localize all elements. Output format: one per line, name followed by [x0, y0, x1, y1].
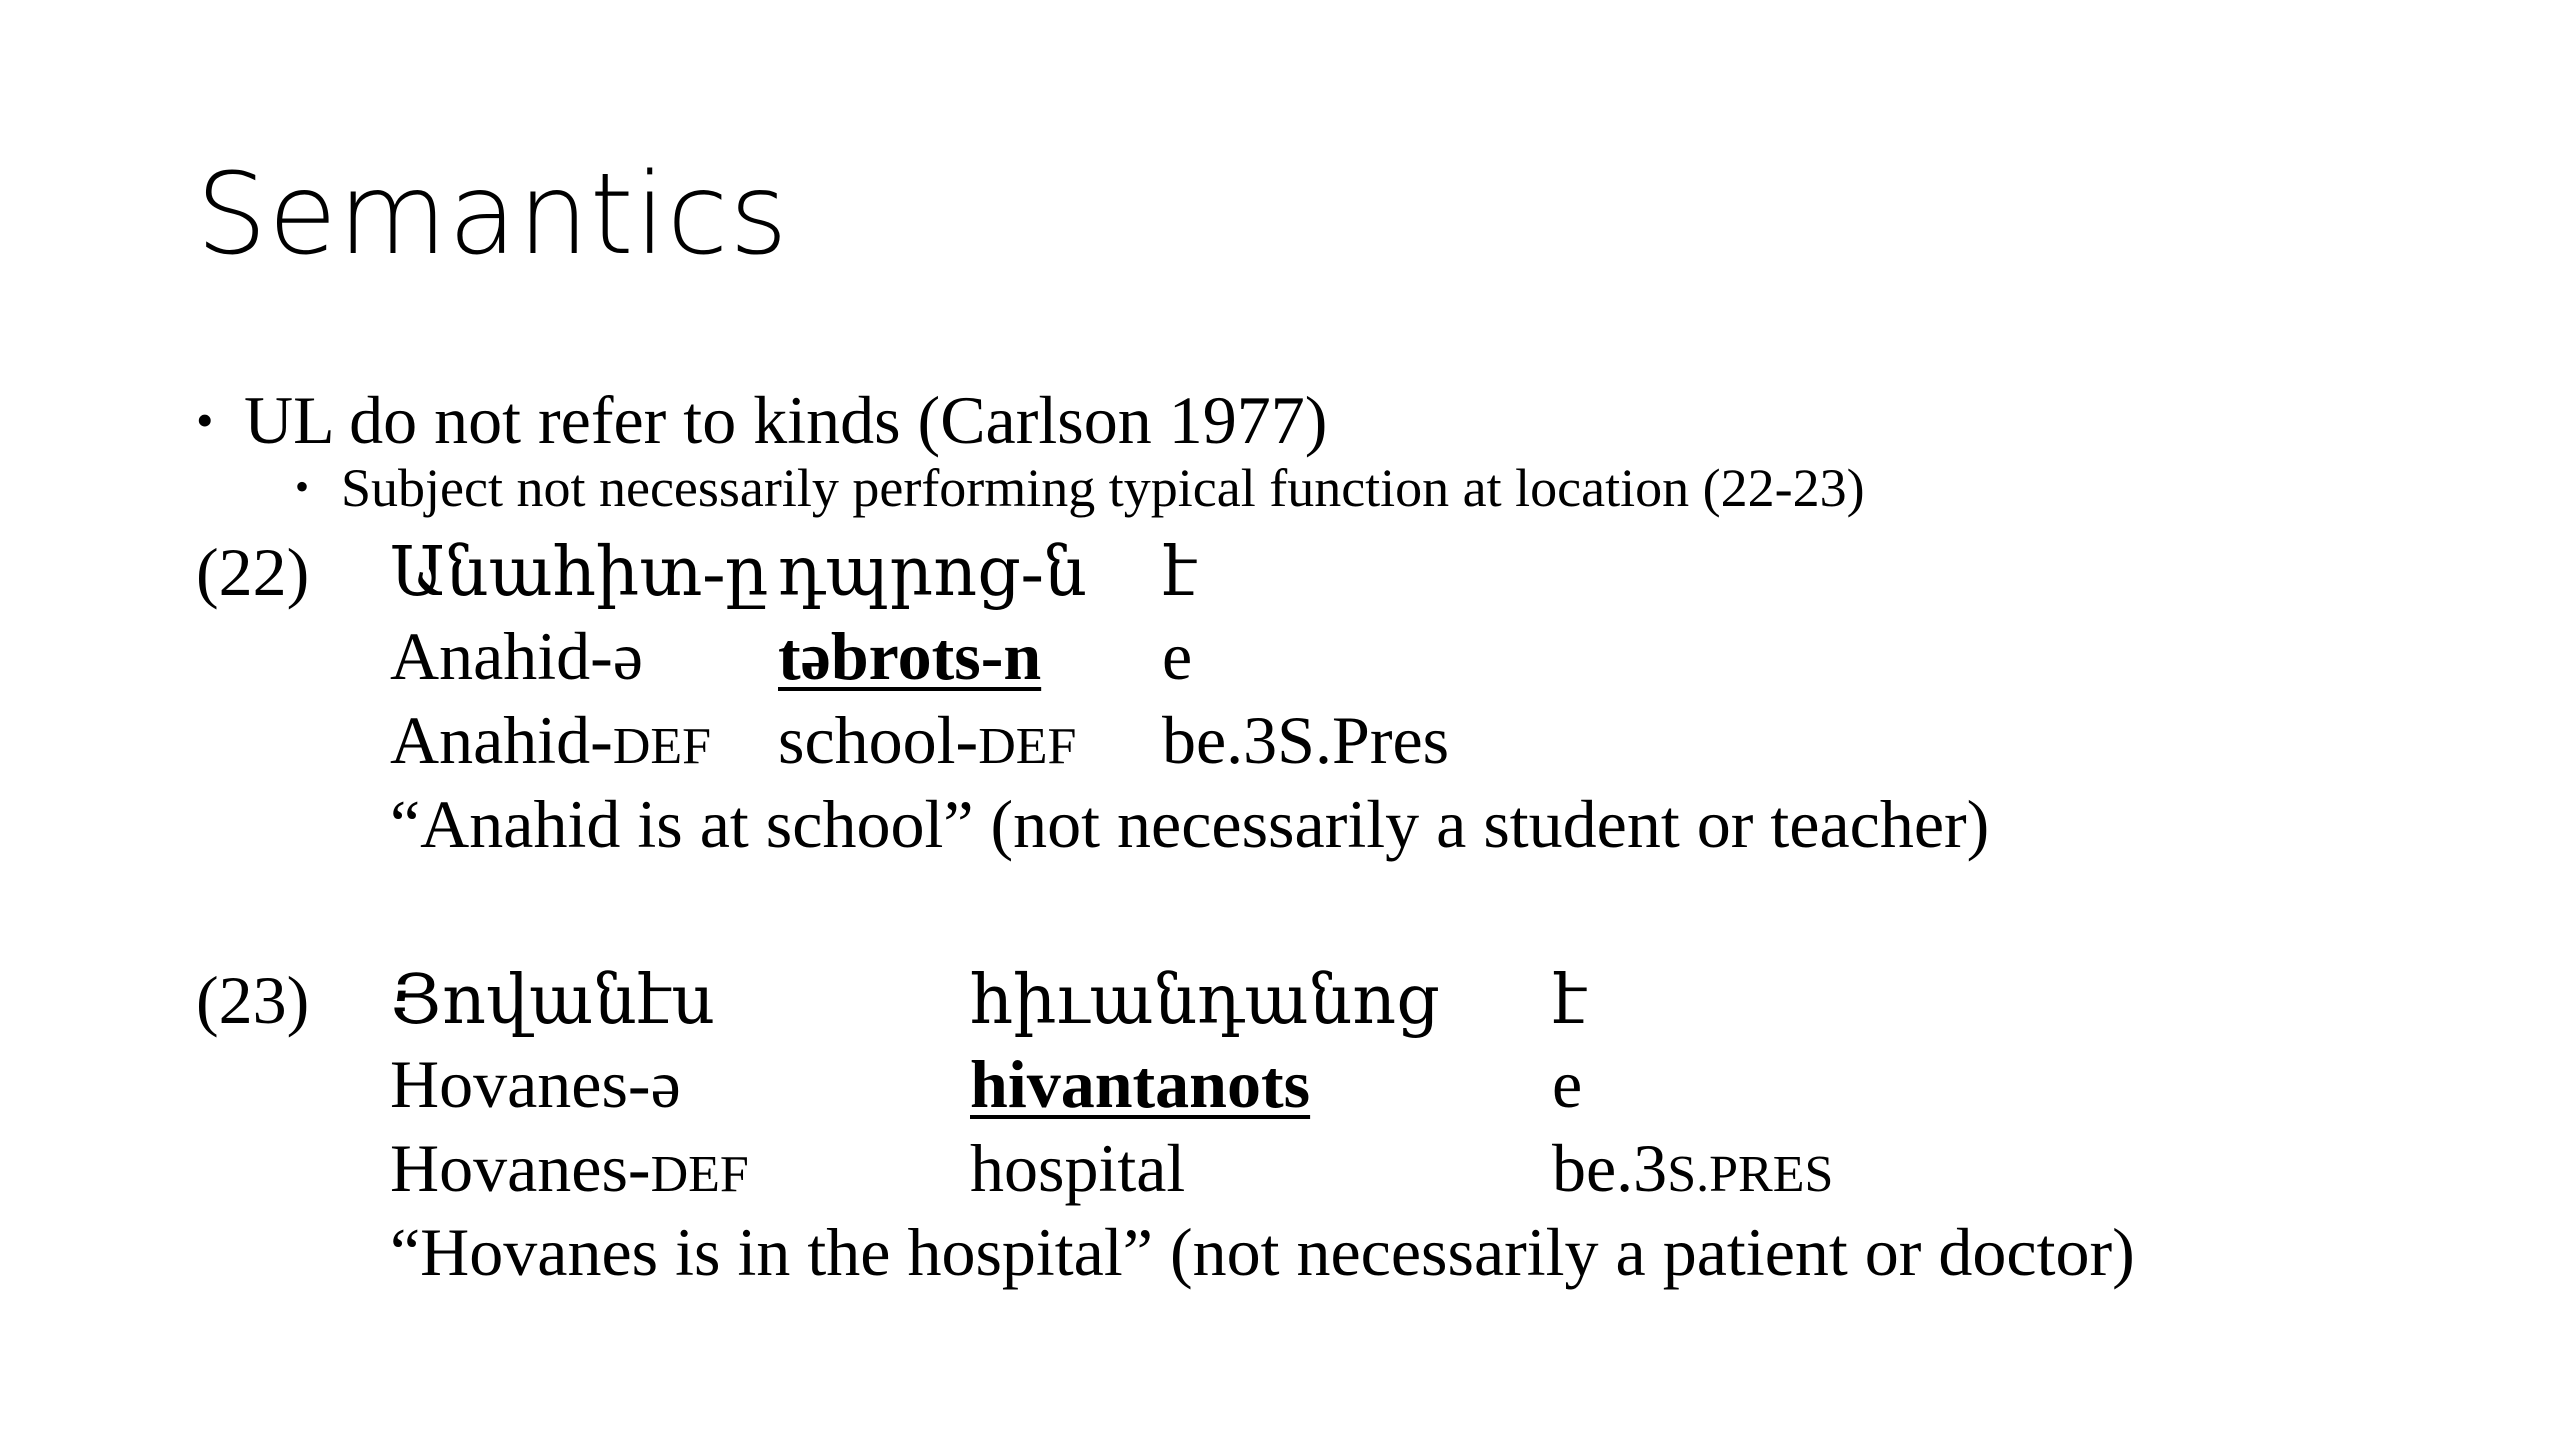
gloss-stem: be.3 [1552, 1130, 1668, 1206]
gloss-stem: school- [778, 702, 979, 778]
armenian-word: դպրոց-ն [778, 534, 1087, 610]
example-number: (23) [196, 962, 310, 1038]
gloss-word [1162, 698, 1449, 782]
translation: “Hovanes is in the hospital” (not necessarily a patient or doctor) [390, 1214, 2135, 1290]
transliteration-word: Anahid-ə [390, 618, 644, 694]
bullet-dot-icon: • [196, 392, 214, 448]
gloss-word [778, 698, 1076, 789]
armenian-word: է [1162, 534, 1197, 610]
transliteration-word-emphasized: təbrots-n [778, 618, 1042, 694]
gloss-tag: DEF [612, 718, 712, 775]
transliteration-word: e [1162, 618, 1193, 694]
bullet-text: UL do not refer to kinds (Carlson 1977) [244, 382, 1328, 458]
gloss-tag: DEF [978, 718, 1077, 775]
bullet-level-1 [196, 378, 1327, 462]
gloss-stem: hospital [970, 1130, 1186, 1206]
bullet-text: Subject not necessarily performing typical function at location (22-23) [341, 458, 1865, 518]
armenian-word: Անահիտ-ը [390, 534, 769, 610]
armenian-word: հիւանդանոց [970, 962, 1440, 1038]
bullet-level-2 [295, 452, 1865, 523]
translation: “Anahid is at school” (not necessarily a student or teacher) [390, 786, 1990, 862]
transliteration-word: e [1552, 1046, 1583, 1122]
slide-title: Semantics [196, 150, 789, 280]
gloss-stem: Anahid- [390, 702, 613, 778]
armenian-word: Յովանէս [390, 962, 716, 1038]
gloss-stem: be.3S.Pres [1162, 702, 1450, 778]
gloss-tag: S.PRES [1667, 1146, 1834, 1203]
transliteration-word: Hovanes-ə [390, 1046, 681, 1122]
gloss-word [970, 1126, 1185, 1210]
armenian-word: է [1552, 962, 1587, 1038]
gloss-tag: DEF [650, 1146, 749, 1203]
example-number: (22) [196, 534, 310, 610]
gloss-stem: Hovanes- [390, 1130, 651, 1206]
gloss-word [390, 698, 711, 789]
bullet-dot-icon: • [295, 464, 310, 509]
gloss-word [1552, 1126, 1833, 1217]
gloss-word [390, 1126, 749, 1217]
transliteration-word-emphasized: hivantanots [970, 1046, 1311, 1122]
